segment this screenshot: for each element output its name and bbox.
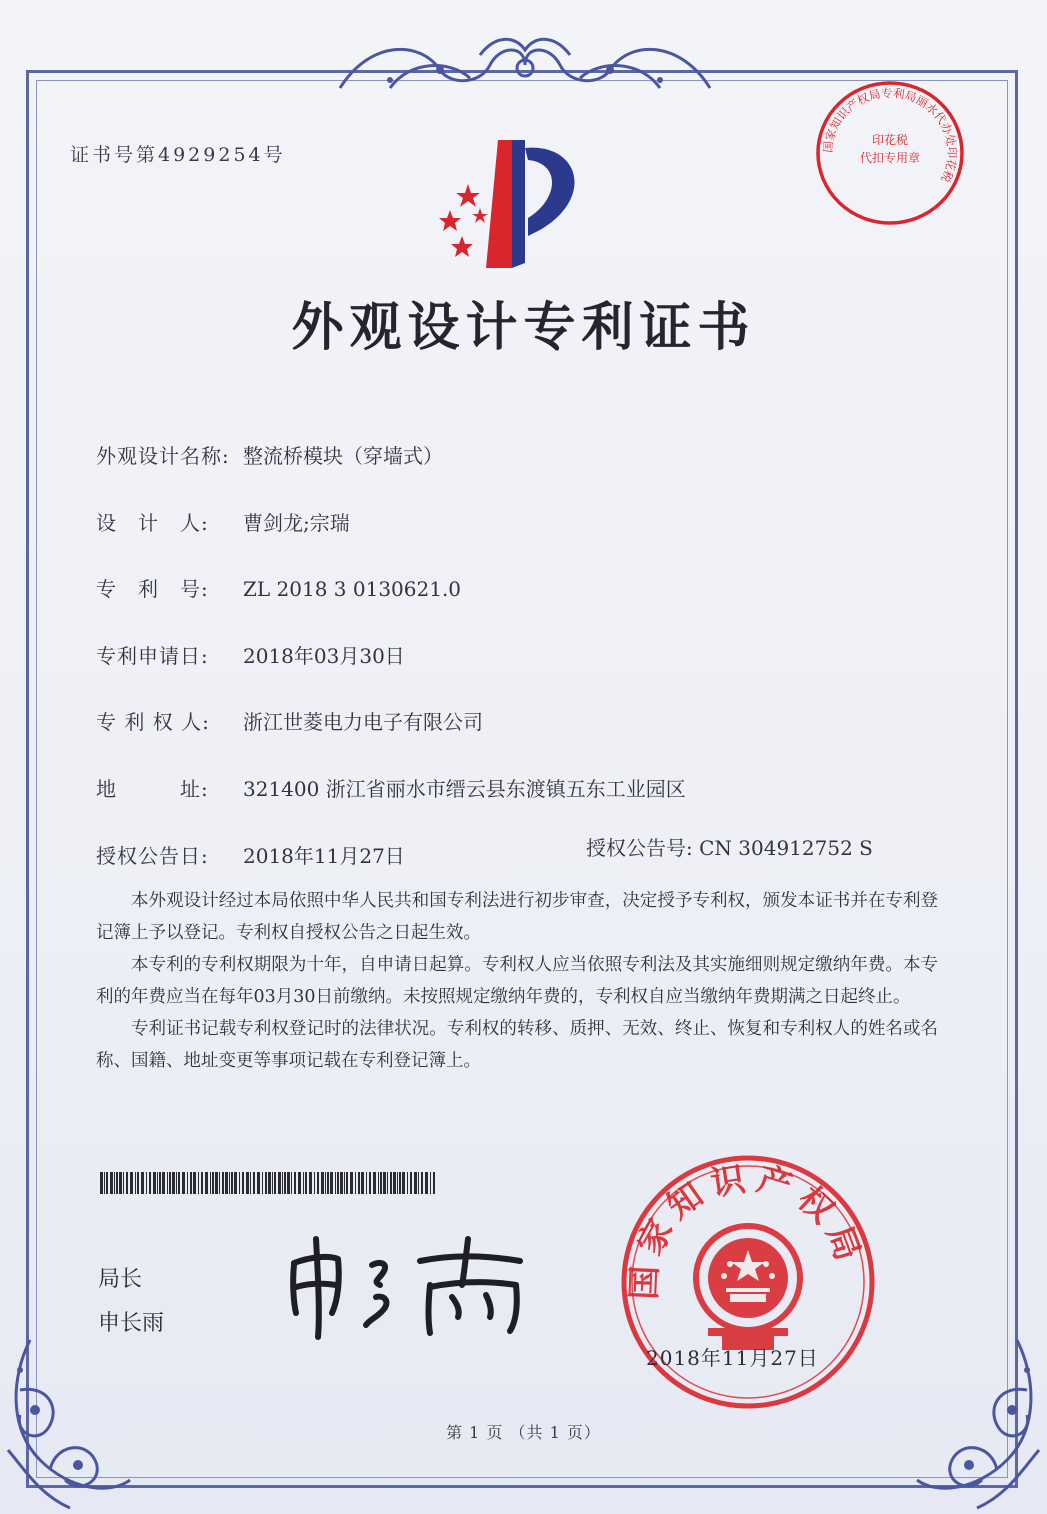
barcode-bar: [123, 1172, 124, 1194]
barcode-bar: [278, 1172, 281, 1194]
barcode-bar: [303, 1172, 304, 1194]
field-application-date: [96, 640, 405, 669]
barcode-bar: [350, 1172, 353, 1194]
barcode-bar: [410, 1172, 412, 1194]
barcode-bar: [265, 1172, 267, 1194]
barcode-bar: [250, 1172, 251, 1194]
barcode-bar: [201, 1172, 203, 1194]
field-value: 整流桥模块（穿墙式）: [243, 444, 443, 468]
barcode-bar: [402, 1172, 405, 1194]
barcode: [100, 1172, 440, 1194]
barcode-bar: [314, 1172, 315, 1194]
barcode-bar: [190, 1172, 192, 1194]
barcode-bar: [298, 1172, 301, 1194]
barcode-bar: [317, 1172, 319, 1194]
barcode-bar: [414, 1172, 417, 1194]
field-label: 授权公告号:: [586, 836, 693, 860]
barcode-bar: [126, 1172, 128, 1194]
field-value: CN 304912752 S: [699, 836, 873, 860]
barcode-bar: [369, 1172, 371, 1194]
barcode-bar: [172, 1172, 175, 1194]
barcode-bar: [182, 1172, 185, 1194]
barcode-bar: [325, 1172, 326, 1194]
paragraph: 专利证书记载专利权登记时的法律状况。专利权的转移、质押、无效、终止、恢复和专利权人的姓名或名称、国籍、地址变更等事项记载在专利登记簿上。: [96, 1019, 938, 1071]
barcode-bar: [380, 1172, 382, 1194]
field-value: 浙江世菱电力电子有限公司: [243, 710, 483, 734]
certificate-title: 外观设计专利证书: [291, 298, 756, 358]
barcode-bar: [253, 1172, 255, 1194]
certificate-body-text: [96, 885, 938, 1077]
top-ornament: [330, 30, 720, 100]
barcode-bar: [106, 1172, 108, 1194]
barcode-bar: [246, 1172, 249, 1194]
field-label: 专 利 号:: [96, 577, 209, 601]
barcode-bar: [284, 1172, 286, 1194]
barcode-bar: [309, 1172, 312, 1194]
barcode-bar: [373, 1172, 376, 1194]
barcode-bar: [294, 1172, 296, 1194]
barcode-bar: [274, 1172, 276, 1194]
field-label: 专 利 权 人:: [96, 710, 210, 734]
barcode-bar: [378, 1172, 379, 1194]
field-label: 外观设计名称:: [96, 444, 230, 468]
top-seal-center-2: 代扣专用章: [859, 151, 921, 165]
barcode-bar: [135, 1172, 136, 1194]
paragraph: 本外观设计经过本局依照中华人民共和国专利法进行初步审查，决定授予专利权，颁发本证书并在专利登记簿上予以登记。专利权自授权公告之日起生效。: [96, 891, 938, 943]
barcode-bar: [418, 1172, 419, 1194]
director-signature: [280, 1225, 540, 1345]
director-name: 申长雨: [98, 1311, 165, 1336]
barcode-bar: [327, 1172, 329, 1194]
barcode-bar: [157, 1172, 158, 1194]
barcode-bar: [399, 1172, 401, 1194]
barcode-bar: [433, 1172, 435, 1194]
barcode-bar: [100, 1172, 103, 1194]
barcode-bar: [198, 1172, 199, 1194]
barcode-bar: [321, 1172, 324, 1194]
field-label: 地 址:: [96, 777, 209, 801]
barcode-bar: [229, 1172, 230, 1194]
barcode-bar: [340, 1172, 343, 1194]
barcode-bar: [212, 1172, 214, 1194]
barcode-bar: [397, 1172, 398, 1194]
barcode-bar: [337, 1172, 339, 1194]
top-seal-ring-text: 国家知识产权局专利局丽水代办处印花税: [820, 85, 960, 185]
field-label: 授权公告日:: [96, 844, 209, 868]
field-address: [96, 773, 686, 802]
barcode-bar: [178, 1172, 180, 1194]
barcode-bar: [231, 1172, 233, 1194]
barcode-bar: [219, 1172, 220, 1194]
barcode-bar: [130, 1172, 133, 1194]
barcode-bar: [330, 1172, 333, 1194]
barcode-bar: [262, 1172, 263, 1194]
barcode-bar: [407, 1172, 408, 1194]
barcode-bar: [346, 1172, 348, 1194]
barcode-bar: [119, 1172, 122, 1194]
barcode-bar: [176, 1172, 177, 1194]
seal-date: 2018年11月27日: [646, 1346, 819, 1370]
seal-text: 国家知识产权局: [624, 1158, 871, 1301]
cnipa-logo-icon: [420, 138, 590, 273]
barcode-bar: [387, 1172, 388, 1194]
barcode-bar: [169, 1172, 171, 1194]
barcode-bar: [153, 1172, 156, 1194]
paragraph: 本专利的专利权期限为十年，自申请日起算。专利权人应当依照专利法及其实施细则规定缴纳年费。本专利的年费应当在每年03月30日前缴纳。未按照规定缴纳年费的，专利权自应当缴纳年费期满之日起终止。: [96, 955, 938, 1007]
barcode-bar: [225, 1172, 228, 1194]
barcode-bar: [358, 1172, 360, 1194]
barcode-bar: [393, 1172, 396, 1194]
barcode-bar: [159, 1172, 161, 1194]
cnipa-official-seal: [618, 1152, 878, 1412]
barcode-bar: [104, 1172, 105, 1194]
barcode-bar: [282, 1172, 283, 1194]
barcode-bar: [268, 1172, 271, 1194]
barcode-bar: [421, 1172, 423, 1194]
certificate-number: 证书号第4929254号: [70, 144, 286, 166]
field-grant-date: [96, 840, 405, 869]
barcode-bar: [167, 1172, 168, 1194]
barcode-bar: [137, 1172, 139, 1194]
barcode-bar: [239, 1172, 240, 1194]
barcode-bar: [114, 1172, 115, 1194]
barcode-bar: [234, 1172, 237, 1194]
barcode-bar: [390, 1172, 392, 1194]
barcode-bar: [205, 1172, 208, 1194]
field-label: 专利申请日:: [96, 644, 209, 668]
barcode-bar: [149, 1172, 151, 1194]
barcode-bar: [116, 1172, 118, 1194]
barcode-bar: [272, 1172, 273, 1194]
barcode-bar: [141, 1172, 144, 1194]
field-value: 曹剑龙;宗瑞: [243, 511, 350, 535]
barcode-bar: [383, 1172, 386, 1194]
barcode-bar: [430, 1172, 431, 1194]
field-value: 2018年03月30日: [243, 644, 405, 668]
barcode-bar: [344, 1172, 345, 1194]
field-patent-number: [96, 573, 461, 602]
barcode-bar: [287, 1172, 290, 1194]
barcode-bar: [425, 1172, 428, 1194]
field-announcement-number: [586, 832, 873, 861]
barcode-bar: [291, 1172, 292, 1194]
barcode-bar: [193, 1172, 196, 1194]
field-designer: [96, 507, 350, 536]
barcode-bar: [305, 1172, 307, 1194]
field-design-name: [96, 440, 443, 469]
director-block: [98, 1258, 164, 1346]
barcode-bar: [215, 1172, 218, 1194]
barcode-bar: [361, 1172, 364, 1194]
barcode-bar: [257, 1172, 260, 1194]
barcode-bar: [210, 1172, 211, 1194]
page-number: 第 1 页 （共 1 页）: [446, 1423, 601, 1442]
barcode-bar: [110, 1172, 113, 1194]
barcode-bar: [162, 1172, 165, 1194]
barcode-bar: [187, 1172, 188, 1194]
barcode-bar: [146, 1172, 147, 1194]
field-value: 2018年11月27日: [243, 844, 405, 868]
field-value: 321400 浙江省丽水市缙云县东渡镇五东工业园区: [243, 777, 686, 801]
national-emblem-icon: [696, 1226, 800, 1350]
director-title: 局长: [98, 1267, 143, 1292]
barcode-bar: [366, 1172, 367, 1194]
field-patentee: [96, 706, 483, 735]
tax-seal-stamp: [812, 78, 968, 228]
barcode-bar: [242, 1172, 244, 1194]
field-value: ZL 2018 3 0130621.0: [243, 577, 462, 601]
top-seal-center-1: 印花税: [871, 133, 909, 147]
barcode-bar: [355, 1172, 356, 1194]
barcode-bar: [335, 1172, 336, 1194]
field-label: 设 计 人:: [96, 511, 209, 535]
barcode-bar: [222, 1172, 224, 1194]
